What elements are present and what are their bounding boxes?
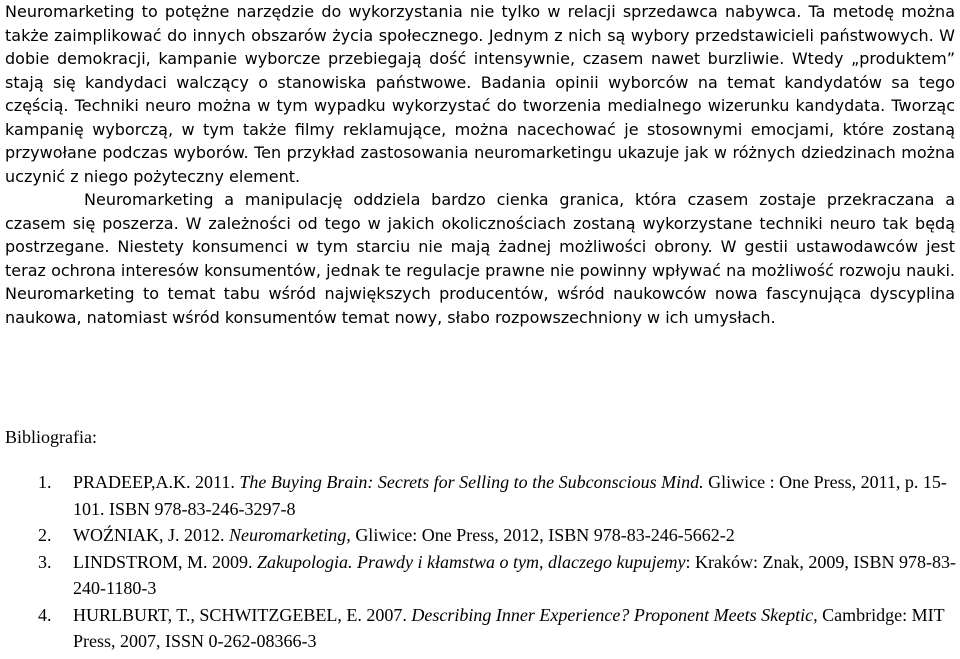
bibliography-heading: Bibliografia: [5, 427, 97, 447]
bibliography-item [38, 522, 956, 549]
bibliography-item-number: 4. [38, 604, 52, 625]
bibliography-item-publisher: Cambridge: MIT Press, 2007, ISSN 0-262-08366-3 [73, 604, 945, 651]
paragraph-2: Neuromarketing a manipulację oddziela bardzo cienka granica, która czasem zostaje przekraczana a czasem się poszerza. W zależności od tego w jakich okolicznościach zostaną wykorzystane techniki neuro tak będą postrzegane. Niestety konsumenci w tym starciu nie mają żadnej możliwości obrony. W gestii ustawodawców jest teraz ochrona interesów konsumentów, jednak te regulacje prawne nie powinny wpływać na możliwość rozwoju nauki. Neuromarketing to temat tabu wśród największych producentów, wśród naukowców nowa fascynująca dyscyplina naukowa, natomiast wśród konsumentów temat nowy, słabo rozpowszechniony w ich umysłach. [5, 190, 955, 327]
bibliography-item-author: LINDSTROM, M. 2009. [73, 551, 258, 572]
bibliography-item-author: HURLBURT, T., SCHWITZGEBEL, E. 2007. [73, 604, 412, 625]
bibliography-list [38, 469, 956, 655]
body-text [5, 0, 955, 329]
bibliography-item-author: WOŹNIAK, J. 2012. [73, 525, 229, 545]
bibliography-item-author: PRADEEP,A.K. 2011. [73, 472, 240, 492]
bibliography-item-number: 1. [38, 472, 52, 492]
bibliography-item [38, 549, 956, 602]
bibliography-item-publisher: : Kraków: Znak, 2009, ISBN 978-83-240-1180-3 [73, 551, 956, 598]
bibliography-item-number: 3. [38, 551, 52, 572]
bibliography-item [38, 602, 956, 655]
bibliography-item [38, 469, 956, 522]
bibliography-item-title: Zakupologia. Prawdy i kłamstwa o tym, dlaczego kupujemy [257, 551, 686, 572]
bibliography-item-number: 2. [38, 525, 52, 545]
bibliography-item-title: Describing Inner Experience? Proponent Meets Skeptic, [411, 604, 818, 625]
bibliography-item-publisher: Gliwice : One Press, 2011, p. 15-101. ISBN 978-83-246-3297-8 [73, 472, 947, 519]
bibliography-item-publisher: Gliwice: One Press, 2012, ISBN 978-83-246-5662-2 [350, 525, 735, 545]
paragraph-1: Neuromarketing to potężne narzędzie do wykorzystania nie tylko w relacji sprzedawca nabywca. Ta metodę można także zaimplikować do innych obszarów życia społecznego. Jednym z nich są wybory przedstawicieli państwowych. W dobie demokracji, kampanie wyborcze przebiegają dość intensywnie, czasem nawet burzliwie. Wtedy „produktem” stają się kandydaci walczący o stanowiska państwowe. Badania opinii wyborców na temat kandydatów sa tego częścią. Techniki neuro można w tym wypadku wykorzystać do tworzenia medialnego wizerunku kandydata. Tworząc kampanię wyborczą, w tym także filmy reklamujące, można nacechować je stosownymi emocjami, które zostaną przywołane podczas wyborów. Ten przykład zastosowania neuromarketingu ukazuje jak w różnych dziedzinach można uczynić z niego pożyteczny element. [5, 2, 955, 186]
bibliography-item-title: Neuromarketing, [228, 525, 351, 545]
bibliography-item-title: The Buying Brain: Secrets for Selling to the Subconscious Mind. [239, 472, 704, 492]
